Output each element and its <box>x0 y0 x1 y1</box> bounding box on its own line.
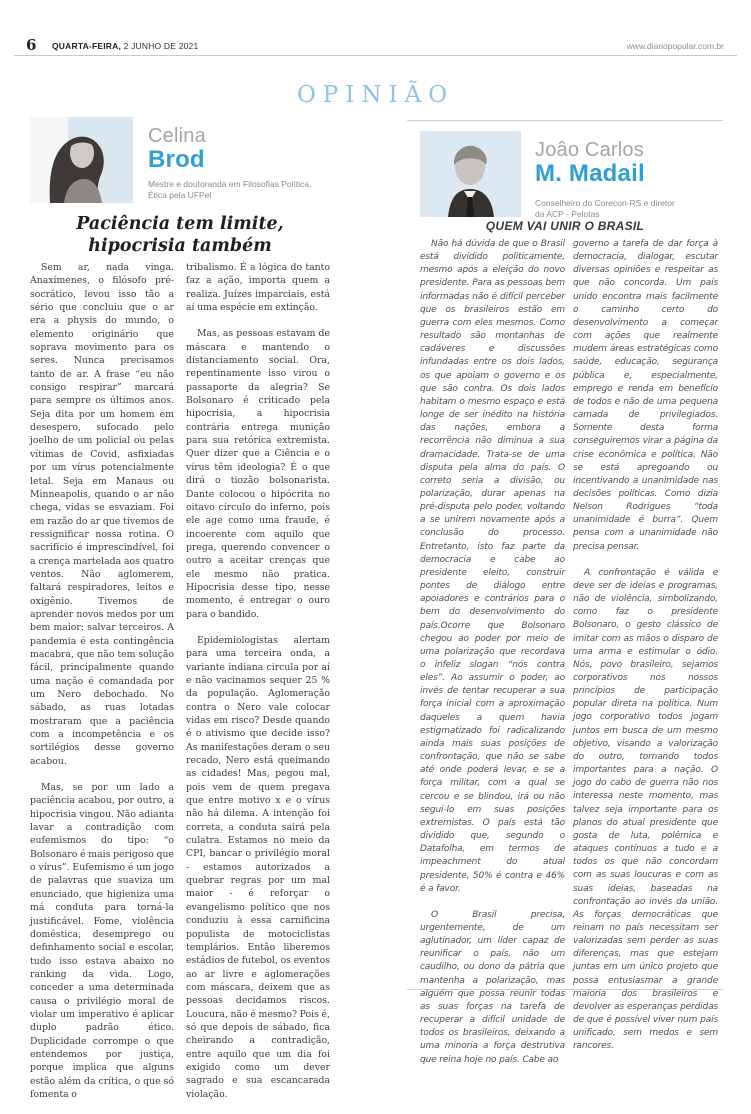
article-title-line1: Paciência tem limite, <box>76 214 284 234</box>
article-body <box>420 238 718 1080</box>
masthead-divider <box>14 55 737 56</box>
author-photo-joao-madail <box>420 131 521 217</box>
author-last-name: Brod <box>148 146 205 173</box>
article-body <box>30 261 330 1114</box>
author-bio <box>148 179 311 200</box>
article-paragraph: tribalismo. É a lógica do tanto faz a ação, importa quem a realiza. Juízes imparciais, está aí uma espécie em extinção. <box>186 262 330 314</box>
date-line <box>52 41 198 51</box>
article-paragraph: O Brasil precisa, urgentemente, de um aglutinador, um líder capaz de reunificar o país, não um caudilho, ou dono da pátria que mantenha a polarização, mas alguém que possa reunir todas as suas forças na tarefa de recuperar a difícil unidade de todos os brasileiros, deixando a uma minoria a força destrutiva que reina hoje no país. Cabe ao <box>420 909 565 1065</box>
author-first-name: Joâo Carlos <box>535 139 644 161</box>
article-paragraph: Sem ar, nada vinga. Anaxímenes, o filósofo pré-socrático, levou isso tão a sério que concluiu que o ar era a physis do mundo, o elemento originário que soprava movimento para os seres. Nunca precisamos tanto de ar. A frase “eu não consigo respirar” marcará para sempre os últimos anos. Seja dita por um homem em desespero, sufocado pelo joelho de um policial ou pelas vítimas de Covid, asfixiadas por um vírus potencialmente letal. Seja em Manaus ou Minneapolis, quando o ar não chega, vidas se esvaziam. Foi em razão do ar que tivemos de ressignificar nossa rotina. O sacrifício é imprescindível, foi a crença martelada aos quatro ventos. Não aglomerem, faltará respiradores, leitos e oxigênio. Tivemos de aprender novos medos por um bem maior: salvar terceiros. A pandemia é esta contingência macabra, que não tem solução fácil, principalmente quando uma nação é comandada por um Nero debochado. No sábado, as ruas lotadas mostraram que a paciência com a incompetência e os sortilégios desse governo acabou. <box>30 262 174 767</box>
article-quem-vai-unir-o-brasil <box>407 120 723 1065</box>
author-bio-line2: da ACP - Pelotas <box>535 208 600 219</box>
author-name-block <box>535 139 645 186</box>
article-paragraph: Epidemiologistas alertam para uma terceira onda, a variante indiana circula por aí e não vacinamos sequer 25 % da população. Aglomeração contra o Nero vale colocar vidas em risco? Desde quando é o ativismo que decide isso? As manifestações deram o seu recado, Nero está queimando as cidades! Mas, pegou mal, pois vem de quem pregava que entre motivo x e o vírus não há dilema. A intenção foi correta, a conduta sairá pela culatra. Estamos no meio da CPI, bancar o privilégio moral - estamos autorizados a quebrar regras por um mal maior - é reforçar o evangelismo político que nos conduziu à essa carnificina populista de motociclistas templários. Então liberemos estádios de futebol, os eventos ao ar livre e aglomerações com máscara, deixem que as pessoas decidamos riscos. Loucura, não é mesmo? Pois é, só que depois de sábado, fica cheirando a contradição, entre aquilo que um dia foi exigido como um dever sagrado e sua escancarada violação. <box>186 634 330 1100</box>
article-paragraph: Mas, as pessoas estavam de máscara e mantendo o distanciamento social. Ora, repentinamente isso virou o passaporte da alegria? Se Bolsonaro é criticado pela hipocrisia, a hipocrisia contrária entrega munição para sua retórica extremista. Quer dizer que a Ciência e o vírus têm ideologia? É o que dirá o tiozão bolsonarista. Dante colocou o hipócrita no oitavo círculo do inferno, pois ele age como uma fraude, é incoerente com aquilo que prega, querendo convencer o outro a aceitar crenças que ele mesmo não pratica. Hipocrisia desse tipo, nesse momento, é entregar o ouro para o bandido. <box>186 328 330 620</box>
article-title: QUEM VAI UNIR O BRASIL <box>485 219 645 233</box>
article-paragraph: A confrontação é válida e deve ser de ideias e programas, não de violência, simbolizando, como faz o presidente Bolsonaro, o gesto clássico de imitar com as mãos o disparo de uma arma e estimular o ódio. Nós, povo brasileiro, sejamos corporativos nos nossos princípios de participação popular direta na política. Num jogo corporativo todos jogam juntos em busca de um mesmo objetivo, visando a valorização do outro, tornando todos importantes para a nação. O jogo do cabo de guerra não nos interessa neste momento, mas talvez seja importante para os planos do atual presidente que gosta de luta, polêmica e ataques contínuos a tudo e a todos os que não concordam com as suas loucuras e com as suas ideias, baseadas na confrontação ao invés da união. As forças democráticas que reinam no país necessitam ser valorizadas sem perder as suas diferenças, mas que estejam juntas em um único projeto que possa entusiasmar a grande maioria dos brasileiros e devolver as esperanças perdidas de que é possível viver num país unificado, sem medos e sem rancores. <box>573 567 718 1052</box>
article-column-1 <box>420 238 565 1080</box>
article-title-line2: hipocrisia também <box>88 236 272 256</box>
masthead <box>0 36 751 56</box>
website-url: www.diariopopular.com.br <box>626 41 724 51</box>
article-paragraph: Mas, se por um lado a paciência acabou, por outro, a hipocrisia vingou. Não adianta lavar a contradição com eufemismos do tipo: “o Bolsonaro é mais perigoso que o vírus”. Eufemismo é um jogo de palavras que suaviza um enunciado, que higieniza uma má conduta para torná-la justificável. Fome, violência doméstica, desemprego ou definhamento social e escolar, tudo isso estava abaixo no ranking da vida. Logo, conceder a uma determinada causa o privilégio moral de violar um imperativo é aplicar duplo padrão ético. Duplicidade corrompe o que entendemos por justiça, porque implica que alguns estão além da crítica, o que só fomenta o <box>30 782 174 1100</box>
author-bio-line1: Conselheiro do Corecon-RS e diretor <box>535 198 675 208</box>
author-bio-line2: Ética pela UFPel <box>148 189 212 200</box>
section-title: OPINIÃO <box>296 82 455 108</box>
article-paragraph: governo a tarefa de dar força à democracia, dialogar, escutar diversas opiniões e respeitar as que não concorda. Um país unido encontra mais facilmente o caminho certo do desenvolvimento a começar com ações que realmente mudem áreas estratégicas como saúde, educação, segurança pública e, especialmente, emprego e renda em benefício de todos e não de uma pequena camada de privilegiados. Somente desta forma conseguiremos virar a página da crise econômica e política. Não se está apregoando ou incentivando a unanimidade nas decisões políticas. Como dizia Nelson Rodrigues “toda unanimidade é burra”. Quem pensa com a unanimidade não precisa pensar. <box>573 239 718 552</box>
article-column-1 <box>30 261 174 1114</box>
article-column-2 <box>186 261 330 1114</box>
author-last-name: M. Madail <box>535 160 645 187</box>
author-portrait-image <box>420 131 521 217</box>
weekday-label: QUARTA-FEIRA, <box>52 41 122 51</box>
author-photo-celina-brod <box>30 117 133 203</box>
author-bio <box>535 198 675 219</box>
author-name-block <box>148 125 311 200</box>
page-number: 6 <box>26 36 37 54</box>
article-column-2 <box>573 238 718 1080</box>
date-label: 2 JUNHO DE 2021 <box>121 41 199 51</box>
article-title <box>30 213 330 257</box>
author-first-name: Celina <box>148 125 206 147</box>
article-paragraph: Não há dúvida de que o Brasil está dividido politicamente, mesmo após a eleição do novo presidente. Para as pessoas bem informadas não é difícil perceber que os brasileiros estão em guerra com eles mesmos. Como resultado são montanhas de cadáveres e discussões infundadas entre os dois lados, os que apoiam o governo e os que são contra. Os dois lados habitam o mesmo espaço e está longe de ser inédito na história das nações, embora a recorrência não diminua a sua dramacidade. Trata-se de uma disputa pela alma do país. O correto seria a divisão, ou polarização, durar apenas na pré-disputa pelo poder, voltando a se unirem novamente após a conclusão do processo. Entretanto, isto faz parte da democracia e cabe ao presidente eleito, construir pontes de diálogo entre apoiadores e contrários para o bem do desenvolvimento do país.Ocorre que Bolsonaro chegou ao poder por meio de uma polarização que recordava o infeliz slogan “nós contra eles”. Ao assumir o poder, ao invés de tentar recuperar a sua força inicial com a aproximação daqueles a quem havia estigmatizado foi radicalizando ainda mais suas posições de confrontação, que não se sabe até onde poderá levar, e se a força militar, com a qual se cercou e se blindou, irá ou não segui-lo em suas posições extremistas. O país está tão dividido que, segundo o Datafolha, em termos de impeachment do atual presidente, 50% é contra e 46% é a favor. <box>420 239 565 894</box>
author-portrait-image <box>30 117 133 203</box>
author-bio-line1: Mestre e doutoranda em Filosofias Política, <box>148 179 312 189</box>
